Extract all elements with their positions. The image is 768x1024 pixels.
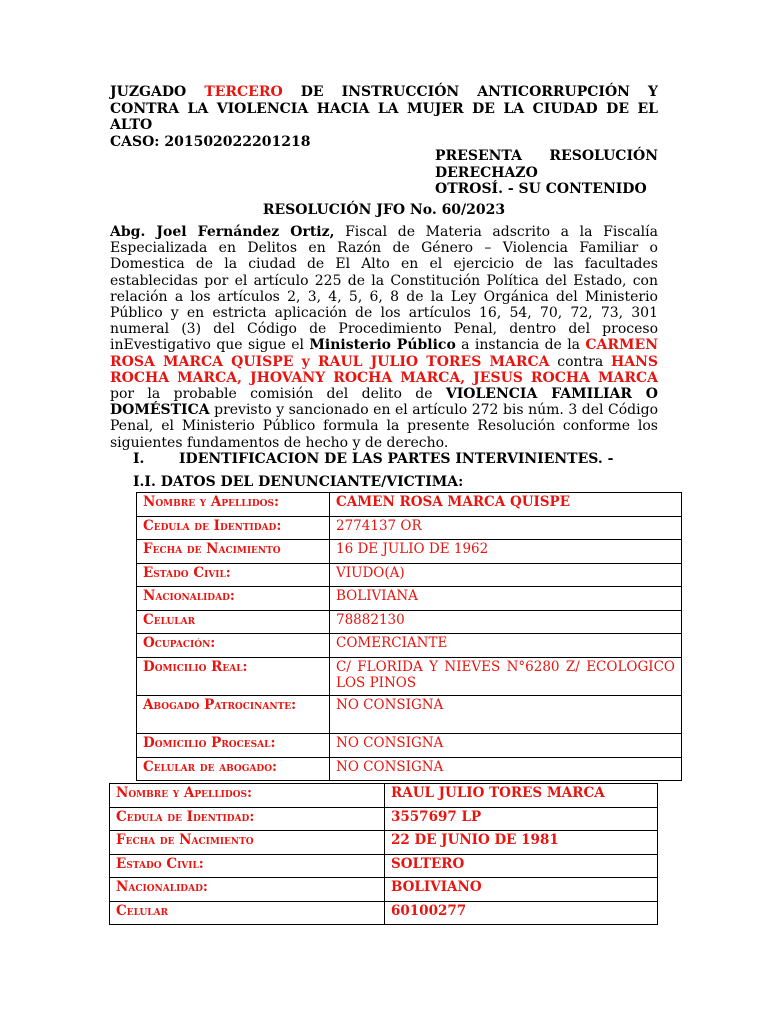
row-label: Celular — [137, 611, 330, 634]
row-label: Nombre y Apellidos: — [137, 493, 330, 517]
row-value: BOLIVIANA — [330, 587, 682, 611]
body-text-2: a instancia de la — [455, 337, 586, 354]
table-row — [137, 658, 682, 696]
row-value: BOLIVIANO — [385, 878, 658, 902]
victim-2-table — [109, 783, 658, 925]
resolucion-word: RESOLUCIÓN — [549, 148, 658, 164]
section-1-number: I. — [133, 451, 145, 467]
row-label: Nacionalidad: — [110, 878, 385, 902]
table-row — [137, 734, 682, 758]
accused-names: HANS ROCHA MARCA, JHOVANY ROCHA MARCA, JESUS ROCHA MARCA — [110, 353, 658, 386]
victim-1-table — [136, 492, 682, 781]
row-value: COMERCIANTE — [330, 634, 682, 658]
row-value: 3557697 LP — [385, 808, 658, 831]
table-row — [137, 758, 682, 781]
crime-name: VIOLENCIA FAMILIAR O DOMÉSTICA — [110, 386, 658, 419]
table-row — [137, 611, 682, 634]
body-paragraph — [110, 224, 658, 451]
resolution-title: RESOLUCIÓN JFO No. 60/2023 — [262, 202, 506, 218]
court-header-part2: DE INSTRUCCIÓN ANTICORRUPCIÓN Y CONTRA LA VIOLENCIA HACIA LA MUJER DE LA CIUDAD DE EL ALTO — [110, 84, 659, 133]
row-value: 60100277 — [385, 902, 658, 925]
row-value: 22 DE JUNIO DE 1981 — [385, 831, 658, 855]
case-number: CASO: 201502022201218 — [110, 133, 311, 150]
section-1-heading — [133, 451, 613, 467]
row-label: Domicilio Real: — [137, 658, 330, 696]
table-row — [110, 831, 658, 855]
row-label: Estado Civil: — [137, 564, 330, 587]
row-value: NO CONSIGNA — [330, 734, 682, 758]
row-label: Fecha de Nacimiento — [110, 831, 385, 855]
row-value: 2774137 OR — [330, 517, 682, 540]
court-header-tercero: TERCERO — [204, 84, 283, 100]
row-value: C/ FLORIDA Y NIEVES N°6280 Z/ ECOLOGICO LOS PINOS — [330, 658, 682, 696]
otrosi-line: OTROSÍ. - SU CONTENIDO — [435, 181, 647, 197]
row-label: Celular de abogado: — [137, 758, 330, 781]
row-label: Nombre y Apellidos: — [110, 784, 385, 808]
row-label: Abogado Patrocinante: — [137, 696, 330, 734]
author-name: Abg. Joel Fernández Ortiz, — [110, 224, 335, 240]
presenta-block — [435, 148, 658, 198]
row-value: VIUDO(A) — [330, 564, 682, 587]
table-row — [137, 587, 682, 611]
table-row — [110, 808, 658, 831]
row-label: Ocupación: — [137, 634, 330, 658]
row-value: SOLTERO — [385, 855, 658, 878]
table-row — [110, 855, 658, 878]
row-value: RAUL JULIO TORES MARCA — [385, 784, 658, 808]
table-row — [137, 564, 682, 587]
table-row — [137, 493, 682, 517]
row-label: Celular — [110, 902, 385, 925]
table-row — [137, 634, 682, 658]
table-row — [110, 902, 658, 925]
body-text-1: Fiscal de Materia adscrito a la Fiscalía Especializada en Delitos en Razón de Género – Violencia Familiar o Domestica de la ciudad de El Alto en el ejercicio de las facultades establecidas por el artículo 225 de la Constitución Política del Estado, con relación a los artículos 2, 3, 4, 5, 6, 8 de la Ley Orgánica del Ministerio Público y en estricta aplicación de los artículos 16, 54, 70, 72, 73, 301 numeral (3) del Código de Procedimiento Penal, dentro del proceso inEvestigativo que sigue el — [110, 224, 658, 354]
victims-names: CARMEN ROSA MARCA QUISPE y RAUL JULIO TORES MARCA — [110, 337, 658, 370]
table-row — [137, 696, 682, 734]
row-value: 78882130 — [330, 611, 682, 634]
court-header — [110, 84, 658, 150]
table-row — [137, 517, 682, 540]
ministerio-publico: Ministerio Público — [309, 337, 456, 354]
body-text-3: por la probable comisión del delito de — [110, 386, 446, 403]
section-1-title: IDENTIFICACION DE LAS PARTES INTERVINIENTES. - — [179, 451, 614, 467]
section-1-1-heading: I.I. DATOS DEL DENUNCIANTE/VICTIMA: — [133, 474, 464, 490]
row-label: Domicilio Procesal: — [137, 734, 330, 758]
table-row — [110, 878, 658, 902]
row-label: Cedula de Identidad: — [137, 517, 330, 540]
row-label: Cedula de Identidad: — [110, 808, 385, 831]
table-row — [110, 784, 658, 808]
body-text-4: previsto y sancionado en el artículo 272 bis núm. 3 del Código Penal, el Ministerio Público formula la presente Resolución conforme los siguientes fundamentos de hecho y de derecho. — [110, 402, 658, 451]
table-row — [137, 540, 682, 564]
presenta-word: PRESENTA — [435, 148, 522, 164]
row-label: Nacionalidad: — [137, 587, 330, 611]
row-value: NO CONSIGNA — [330, 696, 682, 734]
contra-word: contra — [549, 353, 611, 370]
row-label: Estado Civil: — [110, 855, 385, 878]
row-label: Fecha de Nacimiento — [137, 540, 330, 564]
court-header-part1: JUZGADO — [110, 84, 187, 100]
row-value: CAMEN ROSA MARCA QUISPE — [330, 493, 682, 517]
derechazo-line: DERECHAZO — [435, 164, 538, 181]
row-value: 16 DE JULIO DE 1962 — [330, 540, 682, 564]
row-value: NO CONSIGNA — [330, 758, 682, 781]
